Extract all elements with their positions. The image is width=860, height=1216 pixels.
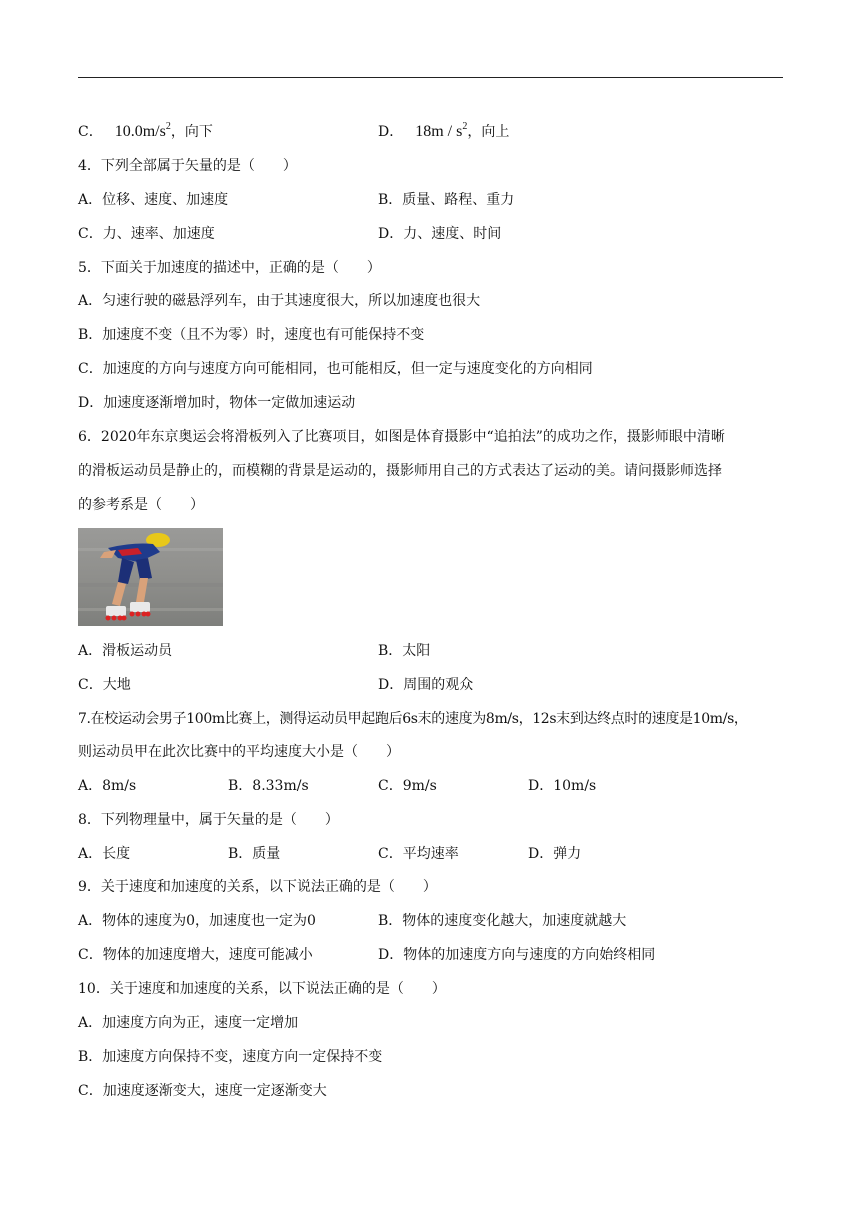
q6-stem-line3: 的参考系是（ ） xyxy=(78,497,204,513)
q10-option-b: B．加速度方向保持不变，速度方向一定保持不变 xyxy=(78,1049,383,1065)
q7-option-c: C．9m/s xyxy=(378,778,437,794)
q5-option-b: B．加速度不变（且不为零）时，速度也有可能保持不变 xyxy=(78,327,425,343)
q4-option-c: C．力、速率、加速度 xyxy=(78,226,215,242)
q9-option-b: B．物体的速度变化越大，加速度就越大 xyxy=(378,913,627,929)
skater-photo xyxy=(78,528,223,626)
q6-option-b: B．太阳 xyxy=(378,643,431,659)
q7-stem-line1: 7.在校运动会男子100m比赛上，测得运动员甲起跑后6s末的速度为8m/s，12s末到达终点时的速度是10m/s， xyxy=(78,711,748,727)
q9-option-d: D．物体的加速度方向与速度的方向始终相同 xyxy=(378,947,656,963)
q4-option-a: A．位移、速度、加速度 xyxy=(78,192,229,208)
header-rule xyxy=(78,77,783,78)
q6-option-d: D．周围的观众 xyxy=(378,677,474,693)
q7-option-b: B．8.33m/s xyxy=(228,778,309,794)
q3-option-c: C． $10.0m/s^2$，向下 xyxy=(78,121,213,140)
q8-stem: 8．下列物理量中，属于矢量的是（ ） xyxy=(78,812,339,828)
q9-option-c: C．物体的加速度增大，速度可能减小 xyxy=(78,947,313,963)
q8-option-c: C．平均速率 xyxy=(378,846,459,862)
q6-stem-line2: 的滑板运动员是静止的，而模糊的背景是运动的，摄影师用自己的方式表达了运动的美。请问摄影师选择 xyxy=(78,463,722,479)
q6-option-c: C．大地 xyxy=(78,677,131,693)
q9-option-a: A．物体的速度为0，加速度也一定为0 xyxy=(78,913,316,929)
q10-stem: 10．关于速度和加速度的关系，以下说法正确的是（ ） xyxy=(78,981,446,997)
q7-stem-line2: 则运动员甲在此次比赛中的平均速度大小是（ ） xyxy=(78,744,400,760)
q5-option-a: A．匀速行驶的磁悬浮列车，由于其速度很大，所以加速度也很大 xyxy=(78,293,481,309)
q5-option-c: C．加速度的方向与速度方向可能相同，也可能相反，但一定与速度变化的方向相同 xyxy=(78,361,593,377)
q5-option-d: D．加速度逐渐增加时，物体一定做加速运动 xyxy=(78,395,356,411)
q5-stem: 5．下面关于加速度的描述中，正确的是（ ） xyxy=(78,260,381,276)
q8-option-b: B．质量 xyxy=(228,846,281,862)
q3-option-d: D． $18m / s^2$，向上 xyxy=(378,121,510,140)
q4-option-d: D．力、速度、时间 xyxy=(378,226,502,242)
q7-option-d: D．10m/s xyxy=(528,778,597,794)
q10-option-a: A．加速度方向为正，速度一定增加 xyxy=(78,1015,299,1031)
q10-option-c: C．加速度逐渐变大，速度一定逐渐变大 xyxy=(78,1083,327,1099)
q8-option-d: D．弹力 xyxy=(528,846,582,862)
q9-stem: 9．关于速度和加速度的关系，以下说法正确的是（ ） xyxy=(78,879,437,895)
q7-option-a: A．8m/s xyxy=(78,778,137,794)
q4-stem: 4．下列全部属于矢量的是（ ） xyxy=(78,158,297,174)
q4-option-b: B．质量、路程、重力 xyxy=(378,192,515,208)
q8-option-a: A．长度 xyxy=(78,846,131,862)
q6-option-a: A．滑板运动员 xyxy=(78,643,173,659)
q6-stem-line1: 6．2020年东京奥运会将滑板列入了比赛项目，如图是体育摄影中“追拍法”的成功之作，摄影师眼中清晰 xyxy=(78,429,725,445)
